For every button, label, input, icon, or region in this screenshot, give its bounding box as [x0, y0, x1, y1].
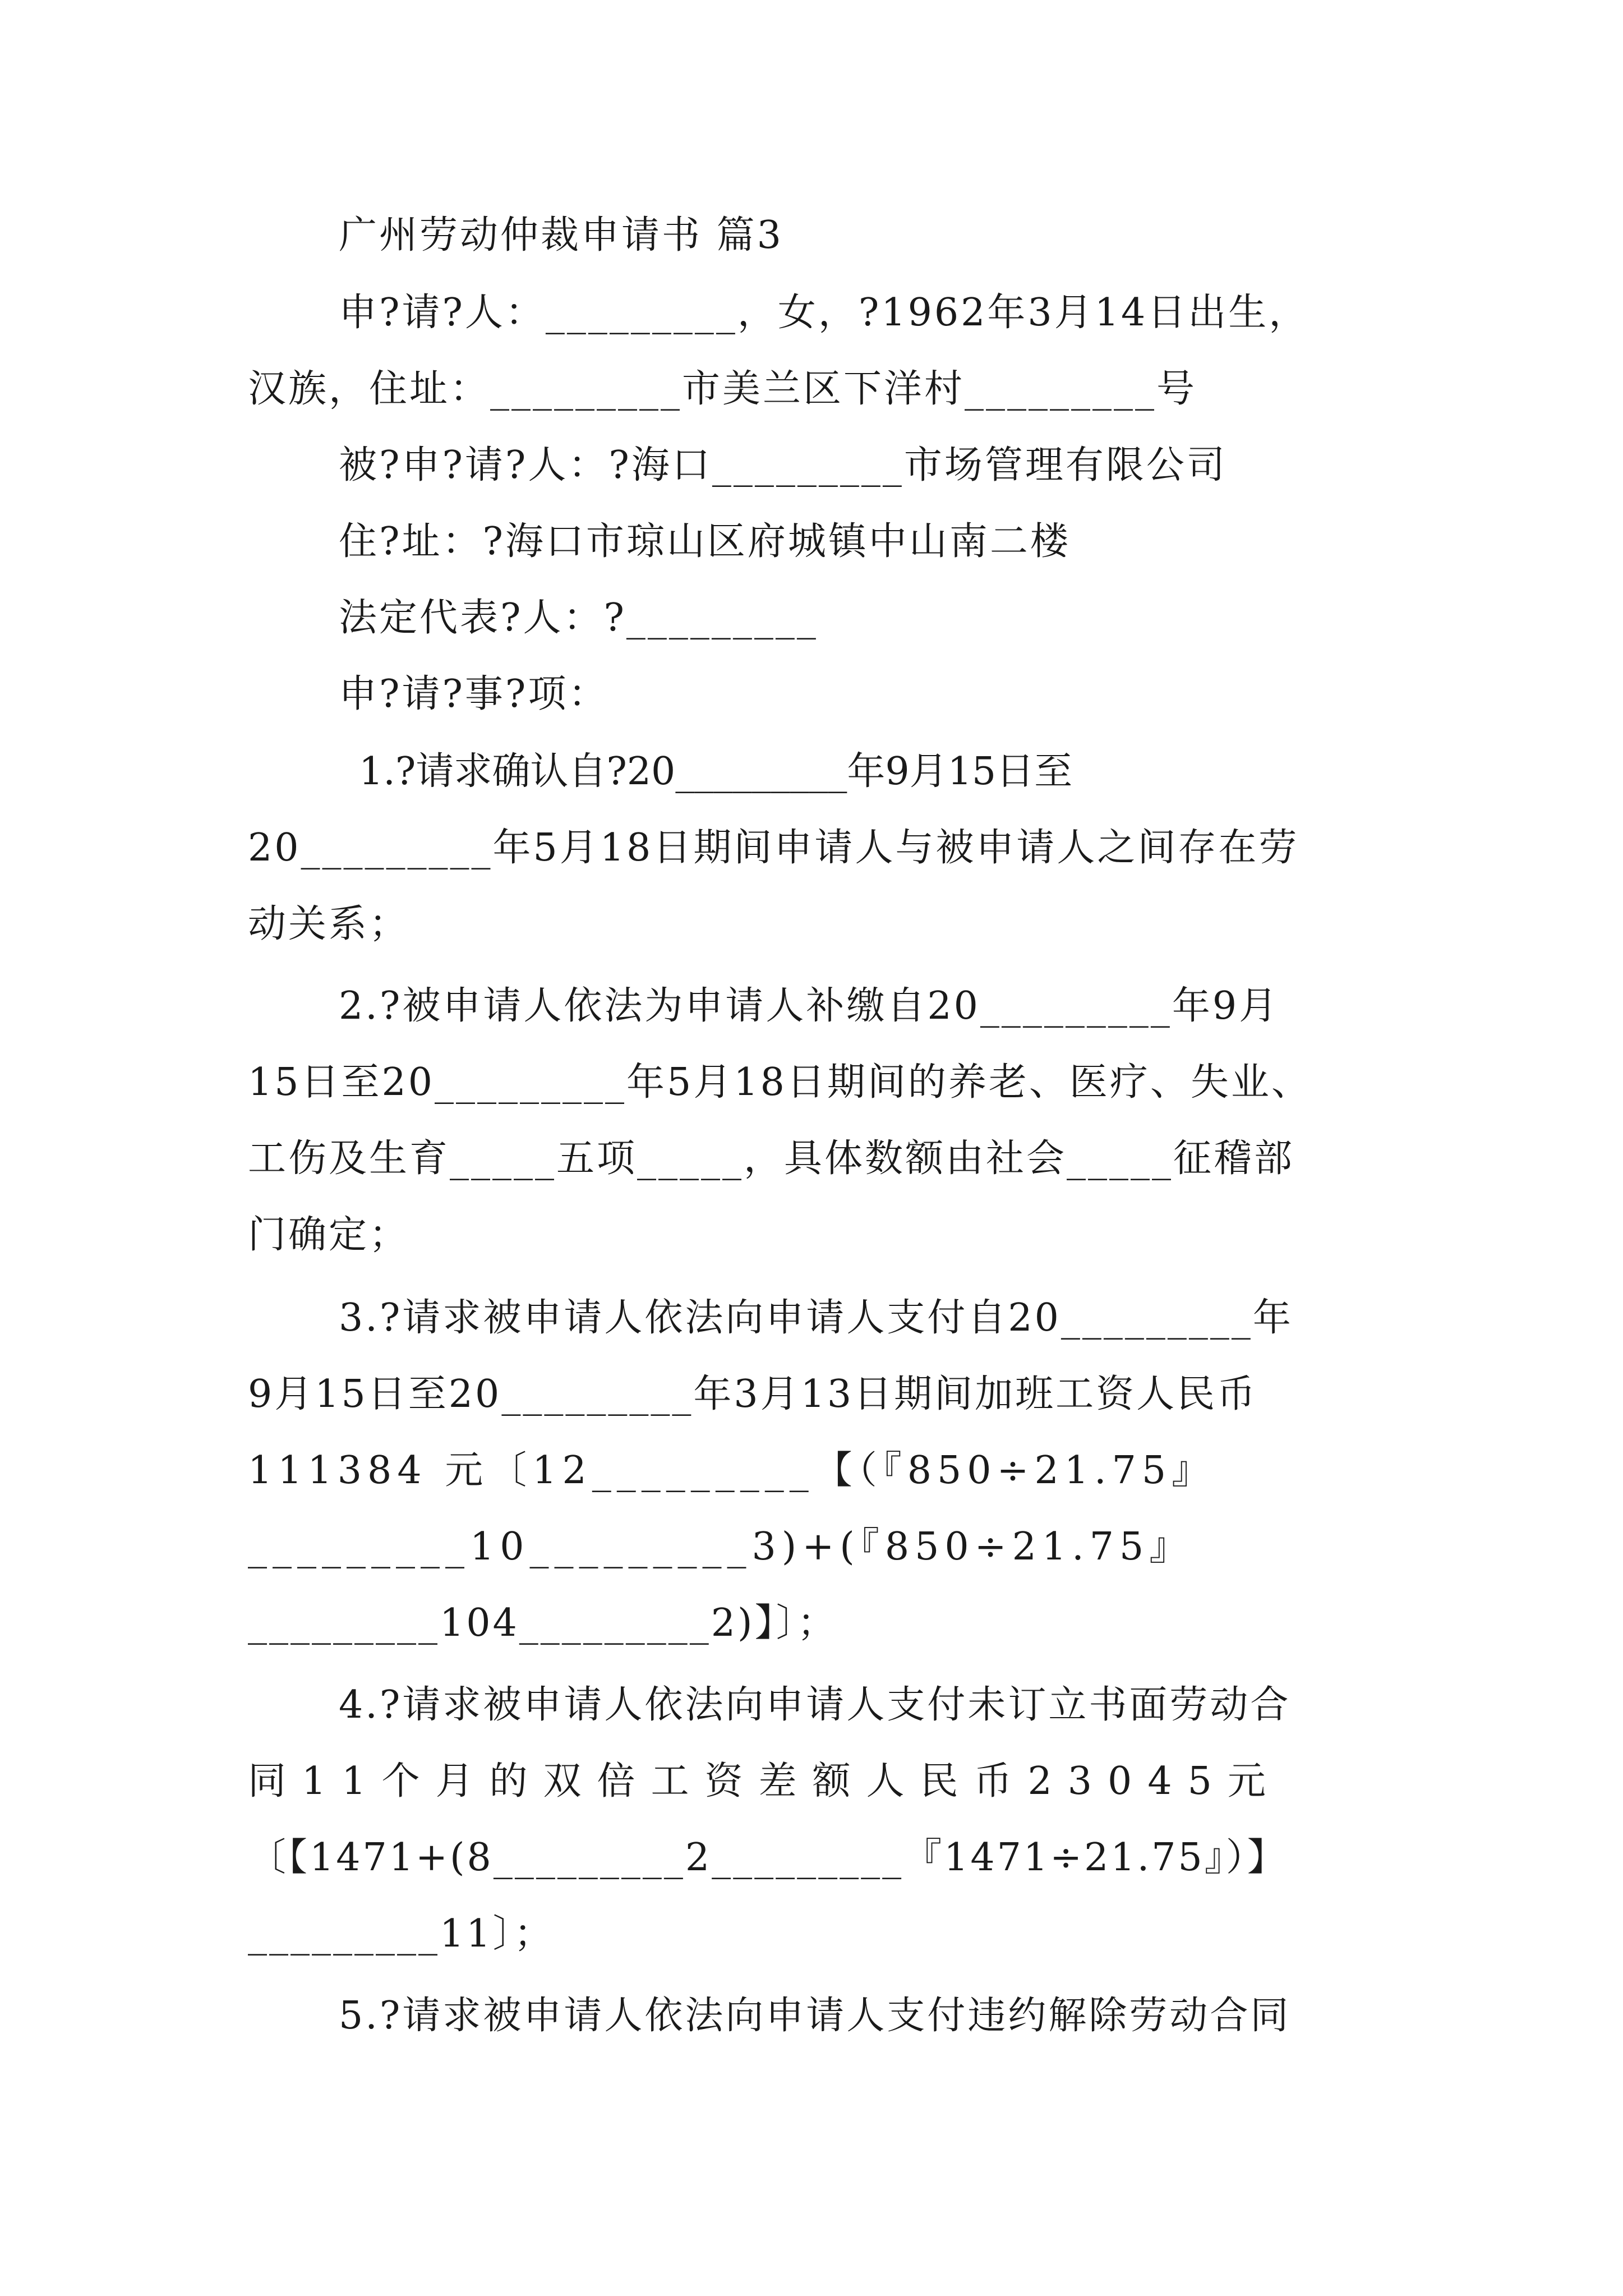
claim-3-line-5: _________104_________2)】〕； — [248, 1601, 838, 1645]
claim-1-line-3: 动关系； — [248, 902, 410, 946]
document-title: 广州劳动仲裁申请书 篇3 — [339, 213, 783, 257]
legal-representative-line: 法定代表?人：?_________ — [339, 596, 818, 640]
claim-3-line-2: 9月15日至20_________年3月13日期间加班工资人民币 — [248, 1372, 1258, 1416]
claim-3-line-3: 111384 元〔12_________【（『850÷21.75』 — [248, 1448, 1216, 1493]
claim-4-line-2: 同11个月的双倍工资差额人民币23045元 — [248, 1759, 1281, 1803]
claim-2-line-1: 2.?被申请人依法为申请人补缴自20_________年9月 — [339, 984, 1280, 1028]
applicant-line: 申?请?人：_________，女，?1962年3月14日出生， — [339, 291, 1310, 335]
claim-2-line-3: 工伤及生育_____五项_____，具体数额由社会_____征稽部 — [248, 1137, 1295, 1181]
claim-5-line-1: 5.?请求被申请人依法向申请人支付违约解除劳动合同 — [339, 1994, 1291, 2038]
claim-4-line-1: 4.?请求被申请人依法向申请人支付未订立书面劳动合 — [339, 1683, 1291, 1727]
claim-2-line-4: 门确定； — [248, 1213, 410, 1257]
claim-3-line-4: _________10_________3)+(『850÷21.75』 — [248, 1525, 1193, 1569]
claim-3-line-1: 3.?请求被申请人依法向申请人支付自20_________年 — [339, 1296, 1293, 1340]
respondent-line: 被?申?请?人：?海口_________市场管理有限公司 — [339, 443, 1227, 487]
claim-4-line-3: 〔【1471+(8_________2_________『1471÷21.75』）】 — [248, 1835, 1288, 1880]
claim-1-line-1 — [359, 744, 1371, 800]
claim-4-line-4: _________11〕； — [248, 1912, 555, 1956]
claims-heading: 申?请?事?项： — [339, 672, 609, 716]
respondent-address-line: 住?址：?海口市琼山区府城镇中山南二楼 — [339, 519, 1071, 564]
claim-1-line-2: 20_________年5月18日期间申请人与被申请人之间存在劳 — [248, 826, 1299, 870]
applicant-address-line: 汉族，住址：_________市美兰区下洋村_________号 — [248, 367, 1197, 411]
claim-1-line-1-text: 1.?请求确认自?20_________年9月15日至 — [359, 749, 1073, 794]
claim-2-line-2: 15日至20_________年5月18日期间的养老、医疗、失业、 — [248, 1060, 1312, 1105]
